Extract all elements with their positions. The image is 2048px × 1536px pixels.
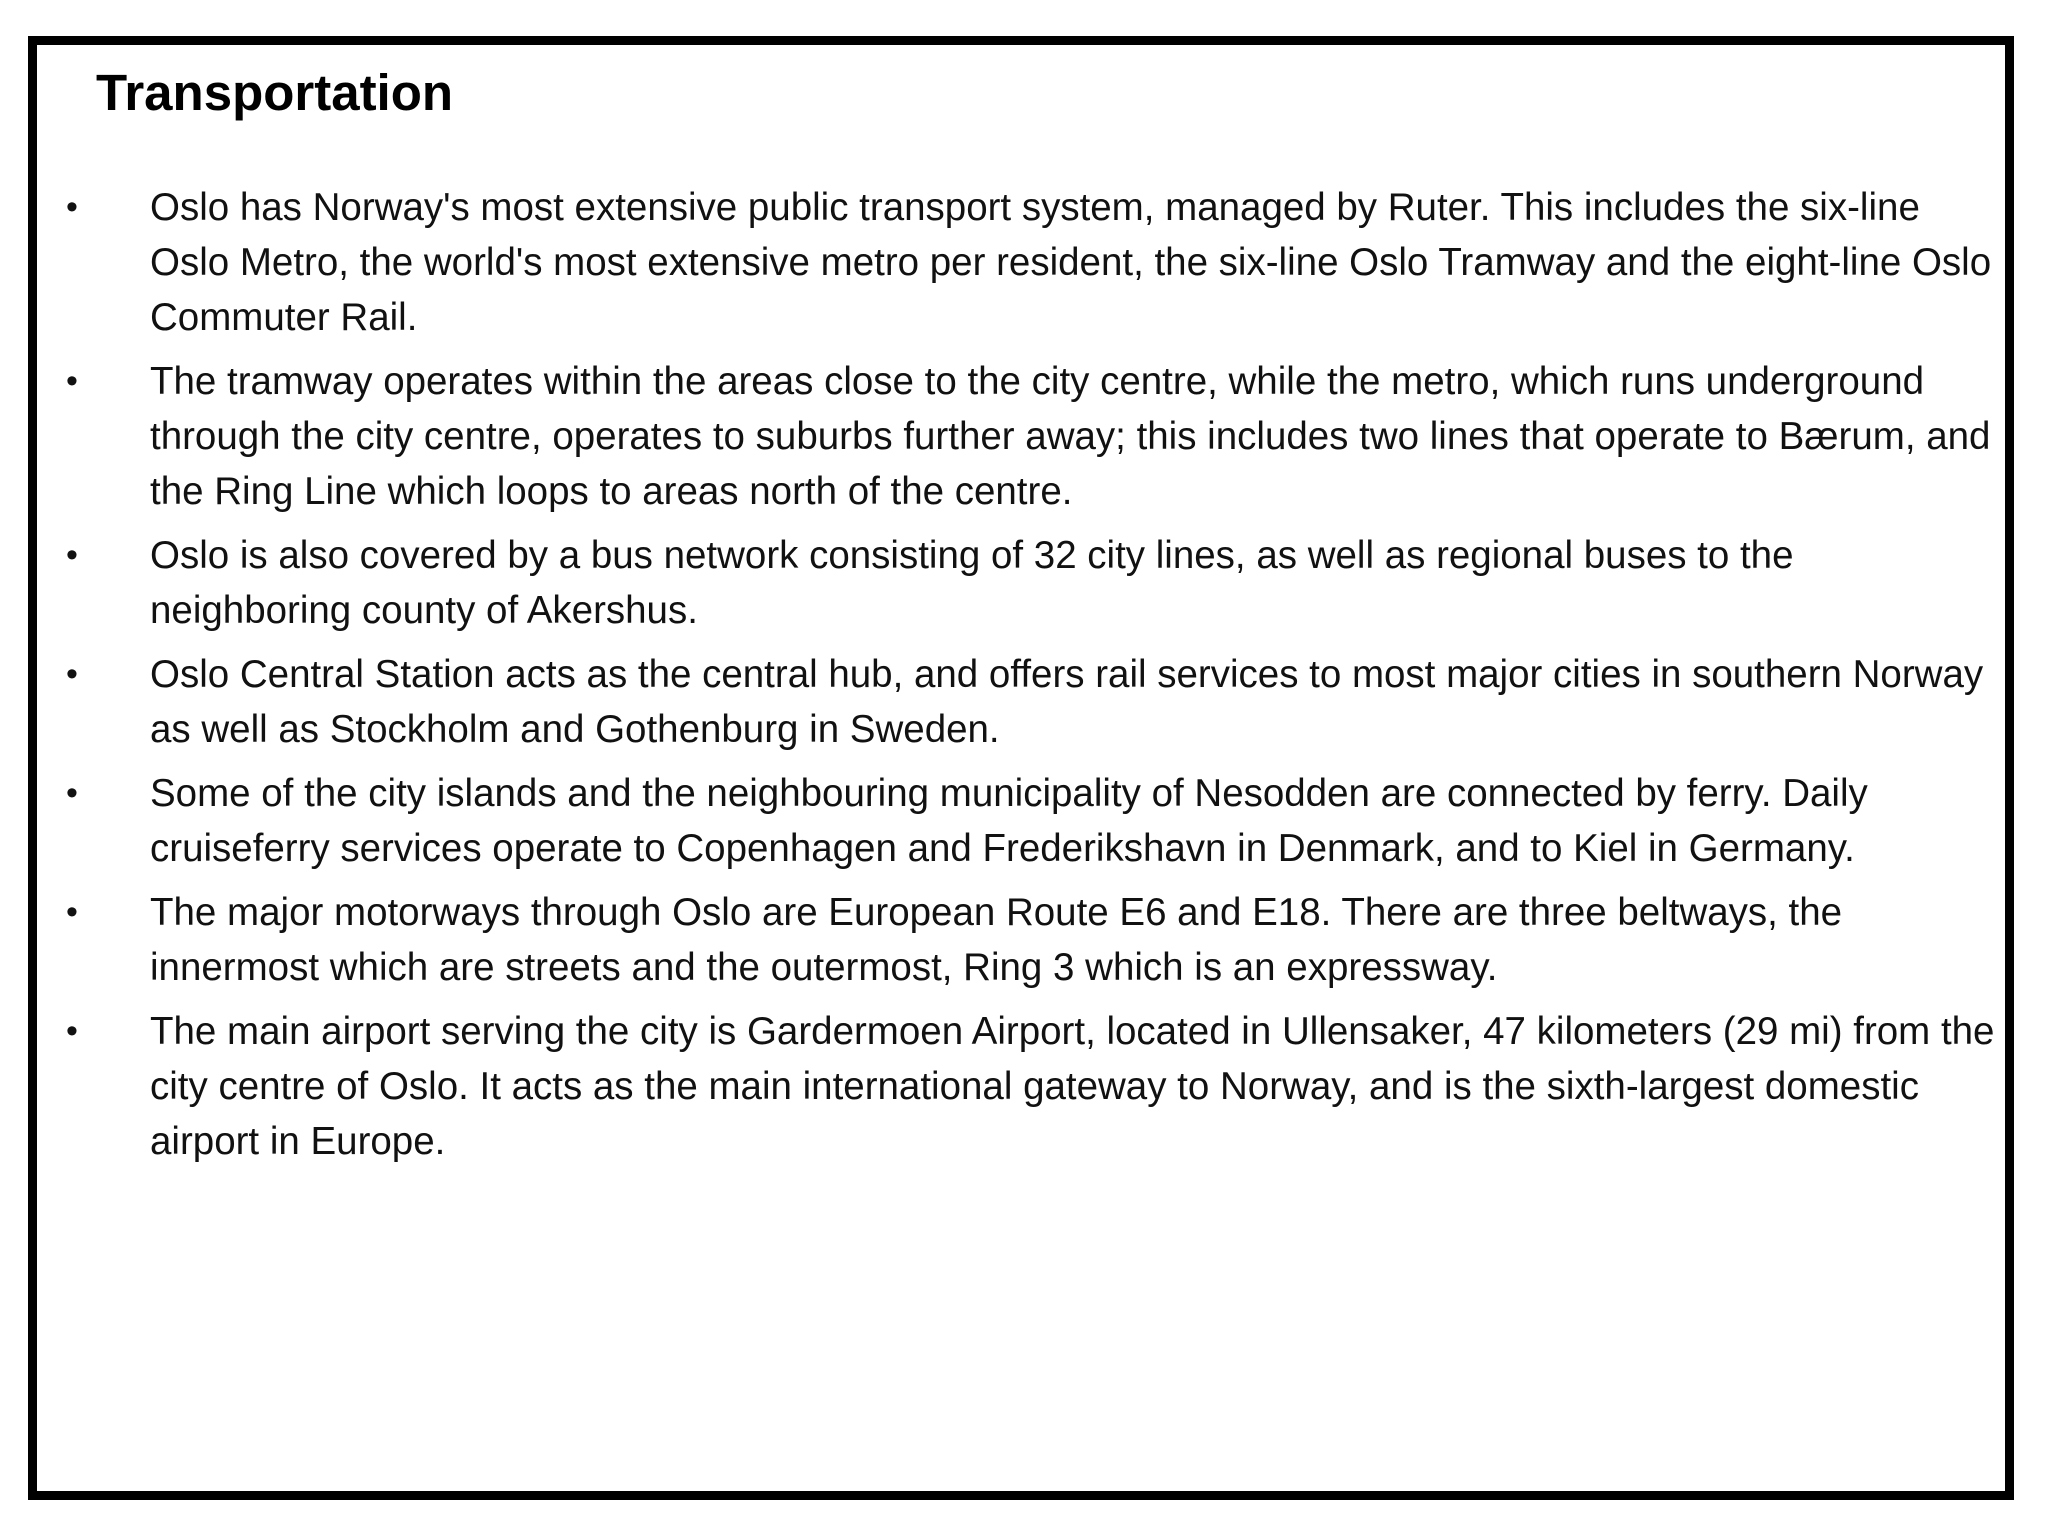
bullet-list xyxy=(66,180,1996,1178)
bullet-text: The major motorways through Oslo are European Route E6 and E18. There are three beltways, the innermost which are streets and the outermost, Ring 3 which is an expressway. xyxy=(150,891,1843,989)
bullet-icon: • xyxy=(66,655,78,693)
bullet-text: The tramway operates within the areas close to the city centre, while the metro, which runs underground through the city centre, operates to suburbs further away; this includes two lines that operate to Bærum, and the Ring Line which loops to areas north of the centre. xyxy=(150,360,1991,513)
bullet-item-tramway xyxy=(66,354,1996,519)
bullet-item-bus-network xyxy=(66,528,1996,638)
bullet-item-central-station xyxy=(66,647,1996,757)
bullet-text: Oslo is also covered by a bus network consisting of 32 city lines, as well as regional buses to the neighboring county of Akershus. xyxy=(150,534,1794,632)
bullet-icon: • xyxy=(66,536,78,574)
bullet-icon: • xyxy=(66,188,78,226)
bullet-text: Some of the city islands and the neighbouring municipality of Nesodden are connected by ferry. Daily cruiseferry services operate to Copenhagen and Frederikshavn in Denmark, and to Kiel in Germany. xyxy=(150,772,1868,870)
slide-title: Transportation xyxy=(96,64,454,121)
bullet-text: The main airport serving the city is Gardermoen Airport, located in Ullensaker, 47 kilometers (29 mi) from the city centre of Oslo. It acts as the main international gateway to Norway, and is the sixth-largest domestic airport in Europe. xyxy=(150,1010,1995,1163)
bullet-item-ferries xyxy=(66,766,1996,876)
bullet-item-public-transport xyxy=(66,180,1996,345)
bullet-icon: • xyxy=(66,362,78,400)
bullet-icon: • xyxy=(66,893,78,931)
bullet-text: Oslo has Norway's most extensive public transport system, managed by Ruter. This includes the six-line Oslo Metro, the world's most extensive metro per resident, the six-line Oslo Tramway and the eight-line Oslo Commuter Rail. xyxy=(150,186,1992,339)
bullet-item-motorways xyxy=(66,885,1996,995)
bullet-icon: • xyxy=(66,1012,78,1050)
bullet-text: Oslo Central Station acts as the central hub, and offers rail services to most major cities in southern Norway as well as Stockholm and Gothenburg in Sweden. xyxy=(150,653,1984,751)
bullet-icon: • xyxy=(66,774,78,812)
bullet-item-airport xyxy=(66,1004,1996,1169)
